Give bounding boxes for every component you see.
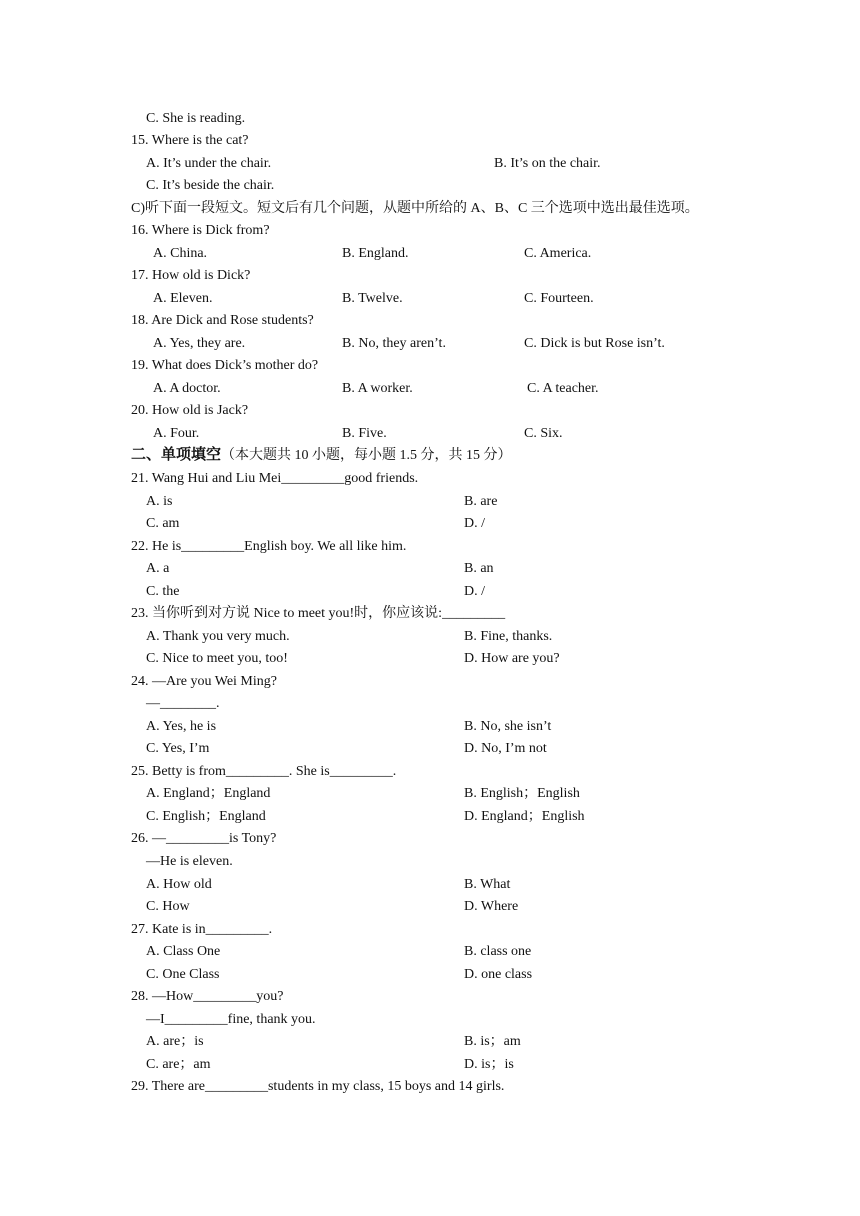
option-line: A. Eleven. [153, 291, 213, 306]
option-line: A. China. [153, 246, 208, 261]
option-line: C. Dick is but Rose isn’t. [524, 336, 665, 351]
option-line: C. Nice to meet you, too! [146, 651, 288, 666]
option-line: C. the [146, 584, 180, 599]
question-line: —He is eleven. [146, 854, 233, 869]
option-line: C. are；am [146, 1057, 211, 1072]
option-line: B. English；English [464, 786, 580, 801]
option-line: C. Six. [524, 426, 563, 441]
option-line: B. is；am [464, 1034, 521, 1049]
option-line: A. England；England [146, 786, 271, 801]
option-line: C. English；England [146, 809, 266, 824]
option-line: C. Fourteen. [524, 291, 594, 306]
question-line: 16. Where is Dick from? [131, 223, 270, 238]
option-line: B. A worker. [342, 381, 413, 396]
question-line: 19. What does Dick’s mother do? [131, 358, 319, 373]
option-line: A. How old [146, 877, 212, 892]
option-line: B. What [464, 877, 511, 892]
option-line: D. / [464, 584, 485, 599]
question-line: 27. Kate is in_________. [131, 922, 273, 937]
option-line: B. It’s on the chair. [494, 156, 601, 171]
section-heading [131, 446, 512, 465]
option-line: B. Twelve. [342, 291, 403, 306]
option-line: B. class one [464, 944, 532, 959]
option-line: A. Yes, he is [146, 719, 217, 734]
question-line: 20. How old is Jack? [131, 403, 249, 418]
option-line: A. Thank you very much. [146, 629, 290, 644]
option-line: C. One Class [146, 967, 220, 982]
option-line: A. is [146, 494, 173, 509]
option-line: B. No, she isn’t [464, 719, 552, 734]
option-line: D. is；is [464, 1057, 514, 1072]
option-line: C. A teacher. [527, 381, 599, 396]
option-line: B. England. [342, 246, 409, 261]
option-line: B. No, they aren’t. [342, 336, 446, 351]
question-line: 24. —Are you Wei Ming? [131, 674, 277, 689]
option-line: B. Fine, thanks. [464, 629, 553, 644]
option-line: D. / [464, 516, 485, 531]
option-line: D. How are you? [464, 651, 560, 666]
option-line: B. Five. [342, 426, 387, 441]
question-line: —________. [146, 696, 220, 711]
option-line: D. No, I’m not [464, 741, 547, 756]
section-note: （本大题共 10 小题，每小题 1.5 分，共 15 分） [221, 448, 512, 463]
option-line: A. are；is [146, 1034, 204, 1049]
option-line: C. It’s beside the chair. [146, 178, 275, 193]
option-line: C. am [146, 516, 180, 531]
question-line: 15. Where is the cat? [131, 133, 249, 148]
option-line: D. Where [464, 899, 519, 914]
question-line: —I_________fine, thank you. [146, 1012, 316, 1027]
option-line: D. England；English [464, 809, 585, 824]
question-line: 17. How old is Dick? [131, 268, 251, 283]
option-line: D. one class [464, 967, 533, 982]
option-line: A. Yes, they are. [153, 336, 246, 351]
question-line: 28. —How_________you? [131, 989, 284, 1004]
question-line: 18. Are Dick and Rose students? [131, 313, 314, 328]
question-line: 25. Betty is from_________. She is_________. [131, 764, 397, 779]
question-line: 29. There are_________students in my class, 15 boys and 14 girls. [131, 1079, 505, 1094]
question-line: 21. Wang Hui and Liu Mei_________good friends. [131, 471, 419, 486]
option-line: A. It’s under the chair. [146, 156, 272, 171]
option-line: B. are [464, 494, 498, 509]
option-line: C. Yes, I’m [146, 741, 210, 756]
question-line: 26. —_________is Tony? [131, 831, 277, 846]
option-line: B. an [464, 561, 494, 576]
section-title: 二、单项填空 [131, 447, 222, 463]
question-line: 23. 当你听到对方说 Nice to meet you!时，你应该说:_________ [131, 606, 506, 621]
option-line: A. Four. [153, 426, 200, 441]
option-line: C. She is reading. [146, 111, 246, 126]
option-line: A. Class One [146, 944, 221, 959]
option-line: C. America. [524, 246, 592, 261]
option-line: A. A doctor. [153, 381, 221, 396]
option-line: A. a [146, 561, 170, 576]
option-line: C. How [146, 899, 190, 914]
section-instruction: C)听下面一段短文。短文后有几个问题，从题中所给的 A、B、C 三个选项中选出最佳选项。 [131, 201, 699, 216]
question-line: 22. He is_________English boy. We all like him. [131, 539, 407, 554]
